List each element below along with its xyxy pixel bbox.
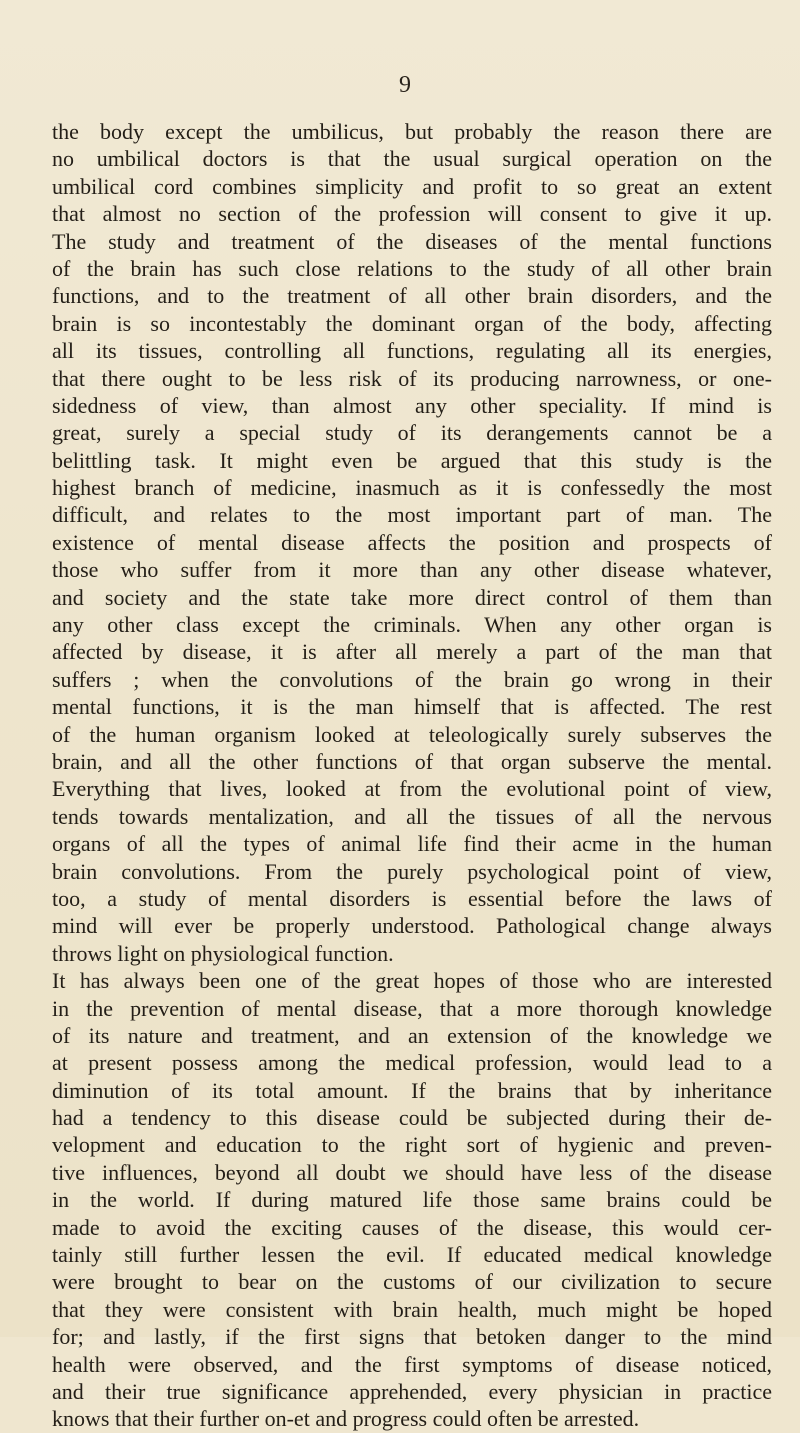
text-line: of the brain has such close relations to the study of all other brain [52, 255, 772, 281]
text-line: highest branch of medicine, inasmuch as it is confessedly the most [52, 475, 772, 501]
text-line: that they were consistent with brain health, much might be hoped [52, 1296, 772, 1322]
text-line: that almost no section of the profession will consent to give it up. [52, 201, 772, 227]
text-line: and society and the state take more direct control of them than [52, 584, 772, 610]
text-line: in the world. If during matured life those same brains could be [52, 1187, 772, 1213]
text-line: made to avoid the exciting causes of the disease, this would cer- [52, 1214, 772, 1240]
text-line: any other class except the criminals. When any other organ is [52, 612, 772, 638]
text-line: It has always been one of the great hopes of those who are interested [52, 968, 772, 994]
text-line: and their true significance apprehended, every physician in practice [52, 1378, 772, 1404]
text-line: no umbilical doctors is that the usual surgical operation on the [52, 146, 772, 172]
text-line: suffers ; when the convolutions of the brain go wrong in their [52, 666, 772, 692]
text-line: umbilical cord combines simplicity and profit to so great an extent [52, 173, 772, 199]
text-line: tive influences, beyond all doubt we should have less of the disease [52, 1159, 772, 1185]
text-line: were brought to bear on the customs of our civilization to secure [52, 1269, 772, 1295]
text-line: difficult, and relates to the most important part of man. The [52, 502, 772, 528]
text-line: brain convolutions. From the purely psychological point of view, [52, 858, 772, 884]
text-line: too, a study of mental disorders is essential before the laws of [52, 885, 772, 911]
text-line: of the human organism looked at teleologically surely subserves the [52, 721, 772, 747]
text-line: knows that their further on-et and progress could often be arrested. [52, 1406, 640, 1432]
text-line: great, surely a special study of its derangements cannot be a [52, 420, 772, 446]
text-line: those who suffer from it more than any other disease whatever, [52, 557, 772, 583]
text-line: brain is so incontestably the dominant organ of the body, affecting [52, 310, 772, 336]
text-line: organs of all the types of animal life find their acme in the human [52, 831, 772, 857]
text-line: velopment and education to the right sort of hygienic and preven- [52, 1132, 772, 1158]
text-line: had a tendency to this disease could be subjected during their de- [52, 1105, 772, 1131]
text-line: functions, and to the treatment of all other brain disorders, and the [52, 283, 772, 309]
text-line: Everything that lives, looked at from the evolutional point of view, [52, 776, 772, 802]
text-line: mental functions, it is the man himself that is affected. The rest [52, 694, 772, 720]
body-text [52, 118, 772, 1433]
text-line: throws light on physiological function. [52, 940, 394, 966]
text-line: in the prevention of mental disease, that a more thorough knowledge [52, 995, 772, 1021]
text-line: affected by disease, it is after all merely a part of the man that [52, 639, 772, 665]
text-line: health were observed, and the first symptoms of disease noticed, [52, 1351, 772, 1377]
text-line: belittling task. It might even be argued that this study is the [52, 447, 772, 473]
text-line: sidedness of view, than almost any other speciality. If mind is [52, 392, 772, 418]
text-line: at present possess among the medical profession, would lead to a [52, 1050, 772, 1076]
text-line: that there ought to be less risk of its producing narrowness, or one- [52, 365, 772, 391]
text-line: existence of mental disease affects the position and prospects of [52, 529, 772, 555]
text-line: tends towards mentalization, and all the tissues of all the nervous [52, 803, 772, 829]
text-line: brain, and all the other functions of that organ subserve the mental. [52, 748, 772, 774]
page-number: 9 [399, 72, 411, 98]
text-line: tainly still further lessen the evil. If educated medical knowledge [52, 1242, 772, 1268]
text-line: the body except the umbilicus, but probably the reason there are [52, 119, 772, 144]
text-line: mind will ever be properly understood. Pathological change always [52, 913, 772, 939]
text-line: The study and treatment of the diseases of the mental functions [52, 228, 772, 254]
text-line: all its tissues, controlling all functions, regulating all its energies, [52, 338, 772, 364]
text-line: for; and lastly, if the first signs that betoken danger to the mind [52, 1324, 772, 1350]
text-line: diminution of its total amount. If the brains that by inheritance [52, 1077, 772, 1103]
text-line: of its nature and treatment, and an extension of the knowledge we [52, 1022, 772, 1048]
